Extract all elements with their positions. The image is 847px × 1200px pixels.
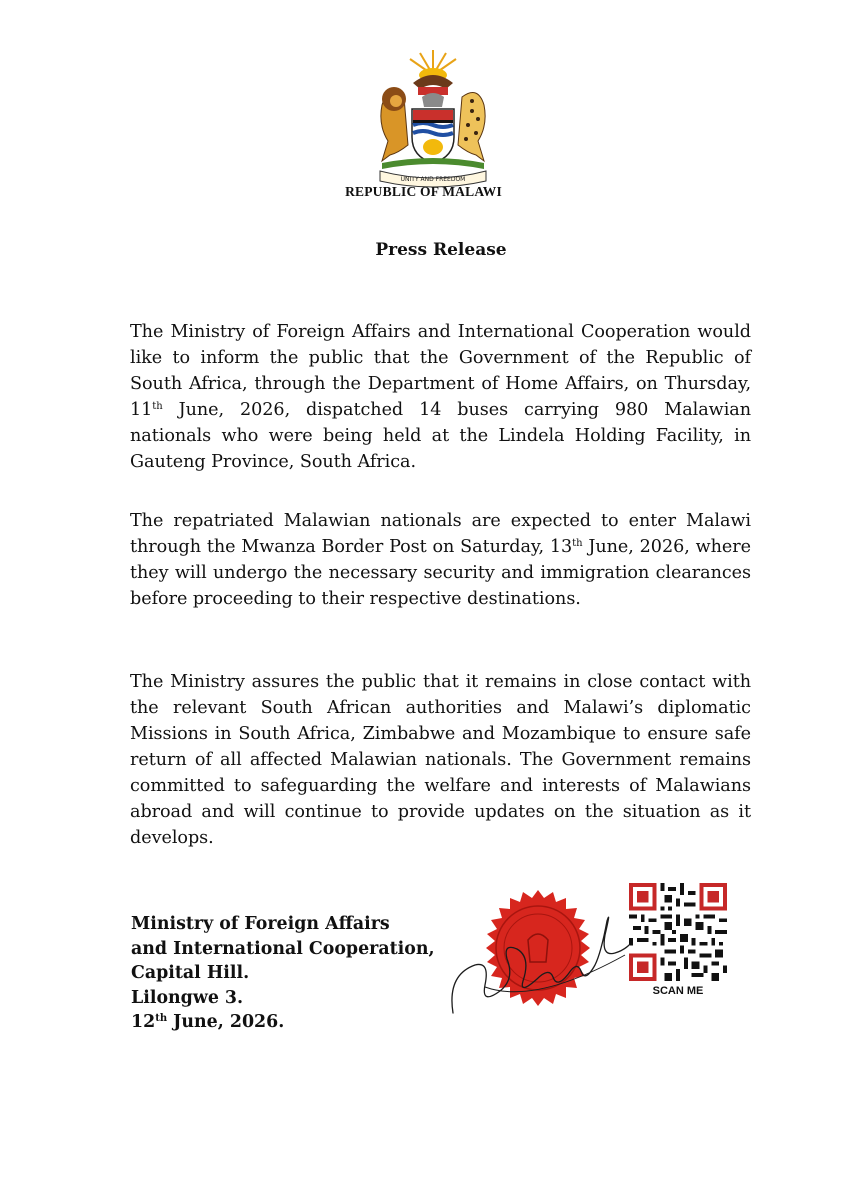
ministry-signature-block — [131, 912, 435, 1035]
republic-heading: REPUBLIC OF MALAWI — [345, 184, 502, 199]
paragraph-1: The Ministry of Foreign Affairs and International Cooperation would like to inform the public that the Government of the Republic of South Africa, through the Department of Home Affairs, on Thursday, 11th June, 2026, dispatched 14 buses carrying 980 Malawian nationals who were being held at the Lindela Holding Facility, in Gauteng Province, South Africa. — [130, 322, 751, 472]
svg-text:UNITY AND FREEDOM: UNITY AND FREEDOM — [400, 176, 466, 183]
paragraph-3: The Ministry assures the public that it remains in close contact with the relevant South African authorities and Malawi’s diplomatic Missions in South Africa, Zimbabwe and Mozambique to ensure safe return of all affected Malawian nationals. The Government remains committed to safeguarding the welfare and interests of Malawians abroad and will continue to provide updates on the situation as it develops. — [130, 672, 751, 848]
coat-of-arms-emblem — [368, 45, 498, 190]
qr-code[interactable] — [629, 883, 727, 981]
scan-me-label: SCAN ME — [652, 985, 704, 997]
paragraph-2: The repatriated Malawian nationals are expected to enter Malawi through the Mwanza Border Post on Saturday, 13th June, 2026, where they will undergo the necessary security and immigration clearances before proceeding to their respective destinations. — [130, 511, 751, 609]
ministry-name-line1: Ministry of Foreign Affairs — [131, 914, 390, 934]
address-line2: Lilongwe 3. — [131, 987, 244, 1008]
ministry-name-line2: and International Cooperation, — [131, 938, 435, 959]
handwritten-signature — [445, 895, 645, 1020]
release-date: 12th June, 2026. — [131, 1012, 285, 1032]
document-title: Press Release — [375, 240, 507, 260]
address-line1: Capital Hill. — [131, 963, 250, 983]
